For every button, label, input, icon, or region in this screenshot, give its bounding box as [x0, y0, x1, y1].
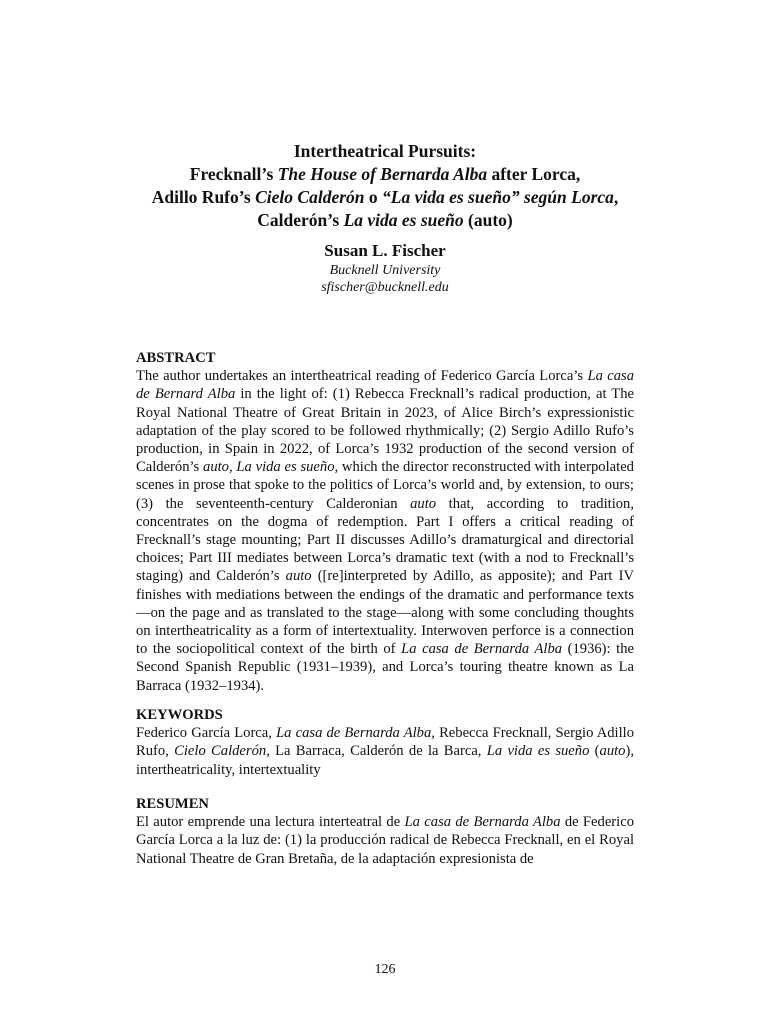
title-text: Frecknall’s: [189, 164, 278, 184]
resumen-text: de Federico García Lorca a la luz de: (1) la producción radical de Rebecca Frecknall, en el Royal National Theatre de Gran Bretaña, de la adaptación expresionista de: [136, 814, 634, 867]
abstract-text: , which the director reconstructed with interpolated scenes in prose that spoke to the politics of Lorca’s world and, by extension, to ours; (3) the seventeenth-century Calderonian: [136, 459, 634, 512]
abstract-heading: ABSTRACT: [136, 350, 216, 366]
abstract-text: The author undertakes an intertheatrical reading of Federico García Lorca’s: [136, 368, 588, 385]
abstract-italic-text: La casa de Bernard Alba: [136, 368, 635, 403]
abstract-text: (1936): the Second Spanish Republic (1931–1939), and Lorca’s touring theatre known as La Barraca (1932–1934).: [136, 641, 634, 694]
keywords-text: (: [589, 743, 600, 760]
title-text: Calderón’s: [257, 210, 344, 230]
title-italic-text: Cielo Calderón: [255, 187, 365, 207]
author-affiliation: Bucknell University: [329, 263, 441, 278]
keywords-text: , Rebecca Frecknall, Sergio Adillo Rufo,: [136, 725, 635, 760]
abstract-text: in the light of: (1) Rebecca Frecknall’s radical production, at The Royal National Theatre of Great Britain in 2023, of Alice Birch’s expressionistic adaptation of the play scored to be followed rhythmically; (2) Sergio Adillo Rufo’s production, in Spain in 2022, of Lorca’s 1932 production of the second version of Calderón’s: [136, 386, 634, 476]
title-line-4: [0, 209, 770, 232]
page-number: 126: [374, 962, 396, 977]
keywords-italic-text: La vida es sueño: [486, 743, 590, 760]
abstract-text: that, according to tradition, concentrates on the dogma of redemption. Part I offers a critical reading of Frecknall’s stage mounting; Part II discusses Adillo’s dramaturgical and directorial choices; Part III mediates between Lorca’s dramatic text (with a nod to Frecknall’s staging) and Calderón’s: [136, 495, 634, 585]
abstract-italic-text: auto: [410, 495, 437, 512]
title-text: (auto): [463, 210, 513, 230]
keywords-text: Federico García Lorca,: [136, 725, 277, 742]
abstract-section: [136, 349, 634, 695]
abstract-body: [136, 367, 634, 695]
keywords-italic-text: Cielo Calderón: [174, 743, 267, 760]
abstract-text: ([re]interpreted by Adillo, as apposite); and Part IV finishes with mediations between the endings of the dramatic and performance texts—on the page and as translated to the stage—along with some concluding thoughts on intertheatricality as a form of intertextuality. Interwoven perforce is a connection to the sociopolitical context of the birth of: [136, 568, 634, 658]
title-text: after Lorca,: [487, 164, 581, 184]
title-line-3: [0, 186, 770, 209]
keywords-heading: KEYWORDS: [136, 707, 223, 723]
title-text: ,: [613, 187, 619, 207]
keywords-text: ), intertheatricality, intertextuality: [136, 743, 634, 778]
resumen-text: El autor emprende una lectura interteatral de: [136, 814, 405, 831]
abstract-italic-text: auto: [203, 459, 229, 476]
keywords-body: [136, 724, 634, 779]
resumen-heading: RESUMEN: [136, 796, 209, 812]
title-text: o: [364, 187, 383, 207]
title-italic-text: La vida es sueño: [343, 210, 464, 230]
keywords-text: , La Barraca, Calderón de la Barca,: [266, 743, 487, 760]
abstract-italic-text: La vida es sueño: [236, 459, 335, 476]
title-line-1: Intertheatrical Pursuits:: [293, 141, 477, 161]
abstract-text: ,: [228, 459, 237, 476]
author-block: [0, 240, 770, 296]
abstract-italic-text: La casa de Bernarda Alba: [401, 641, 563, 658]
article-title: [0, 140, 770, 232]
abstract-italic-text: auto: [285, 568, 312, 585]
title-text: Adillo Rufo’s: [151, 187, 256, 207]
keywords-section: [136, 706, 634, 779]
title-italic-text: The House of Bernarda Alba: [277, 164, 488, 184]
author-email[interactable]: sfischer@bucknell.edu: [321, 280, 449, 295]
resumen-section: [136, 795, 634, 868]
resumen-italic-text: La casa de Bernarda Alba: [404, 814, 561, 831]
resumen-body: [136, 813, 634, 868]
author-name: Susan L. Fischer: [324, 241, 446, 260]
title-italic-text: “La vida es sueño” según Lorca: [382, 187, 614, 207]
title-line-2: [0, 163, 770, 186]
keywords-italic-text: auto: [599, 743, 626, 760]
keywords-italic-text: La casa de Bernarda Alba: [276, 725, 432, 742]
